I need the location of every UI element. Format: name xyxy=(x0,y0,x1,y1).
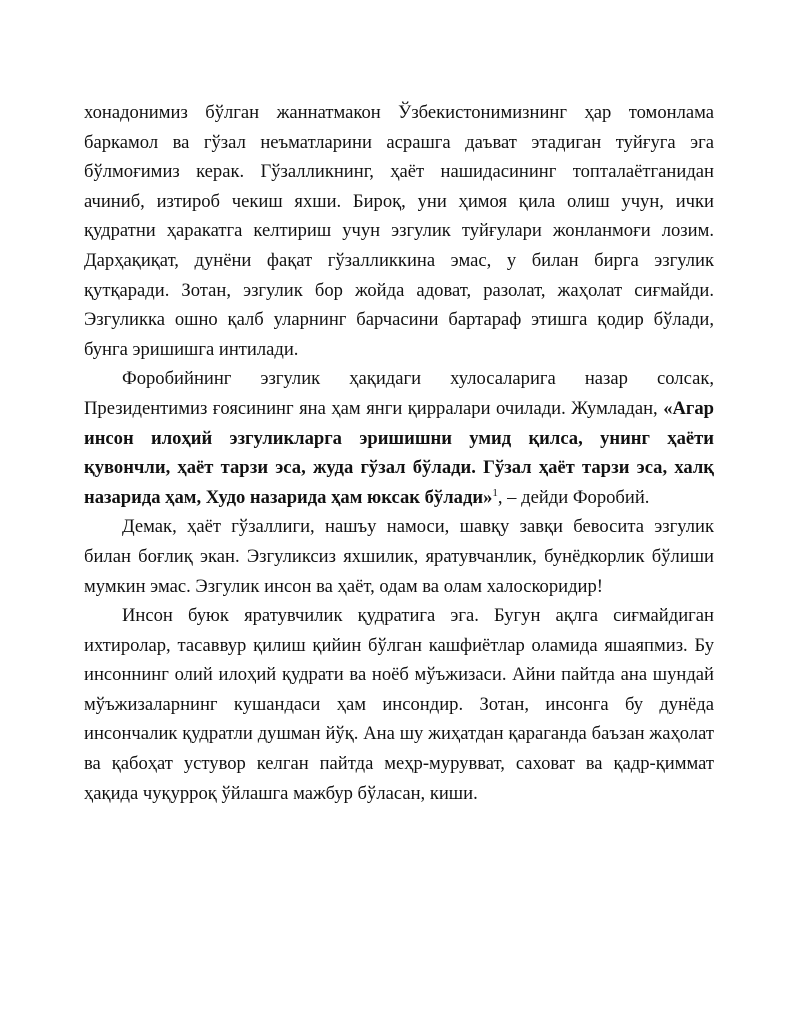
footnote-marker: 1 xyxy=(492,486,498,499)
paragraph-2-intro: Форобийнинг эзгулик ҳақидаги хулосаларига назар солсак, Президентимиз ғоясининг яна ҳам янги қирралари очилади. Жумладан, xyxy=(84,368,714,419)
paragraph-2-outro: , – дейди Форобий. xyxy=(497,486,650,508)
paragraph-2 xyxy=(84,364,714,512)
document-page xyxy=(84,98,714,808)
paragraph-4: Инсон буюк яратувчилик қудратига эга. Бугун ақлга сиғмайдиган ихтиролар, тасаввур қилиш қийин бўлган кашфиётлар оламида яшаяпмиз. Бу инсоннинг олий илоҳий қудрати ва ноёб мўъжизаси. Айни пайтда ана шундай мўъжизаларнинг кушандаси ҳам инсондир. Зотан, инсонга бу дунёда инсончалик қудратли душман йўқ. Ана шу жиҳатдан қараганда баъзан жаҳолат ва қабоҳат устувор келган пайтда меҳр-мурувват, саховат ва қадр-қиммат ҳақида чуқурроқ ўйлашга мажбур бўласан, киши. xyxy=(84,605,714,804)
paragraph-1: хонадонимиз бўлган жаннатмакон Ўзбекистонимизнинг ҳар томонлама баркамол ва гўзал неъматларини асрашга даъват этадиган туйғуга эга бўлмоғимиз керак. Гўзалликнинг, ҳаёт нашидасининг топталаётганидан ачиниб, изтироб чекиш яхши. Бироқ, уни ҳимоя қила олиш учун, ички қудратни ҳаракатга келтириш учун эзгулик туйғулари жонланмоғи лозим. Дарҳақиқат, дунёни фақат гўзалликкина эмас, у билан бирга эзгулик қутқаради. Зотан, эзгулик бор жойда адоват, разолат, жаҳолат сиғмайди. Эзгуликка ошно қалб уларнинг барчасини бартараф этишга қодир бўлади, бунга эришишга интилади. xyxy=(84,102,714,360)
paragraph-3: Демак, ҳаёт гўзаллиги, нашъу намоси, шавқу завқи бевосита эзгулик билан боғлиқ экан. Эзгуликсиз яхшилик, яратувчанлик, бунёдкорлик бўлиши мумкин эмас. Эзгулик инсон ва ҳаёт, одам ва олам халоскоридир! xyxy=(84,516,714,597)
farabi-quote: «Агар инсон илоҳий эзгуликларга эришишни умид қилса, унинг ҳаёти қувончли, ҳаёт тарзи эса, жуда гўзал бўлади. Гўзал ҳаёт тарзи эса, халқ назарида ҳам, Худо назарида ҳам юксак бўлади» xyxy=(84,397,714,508)
